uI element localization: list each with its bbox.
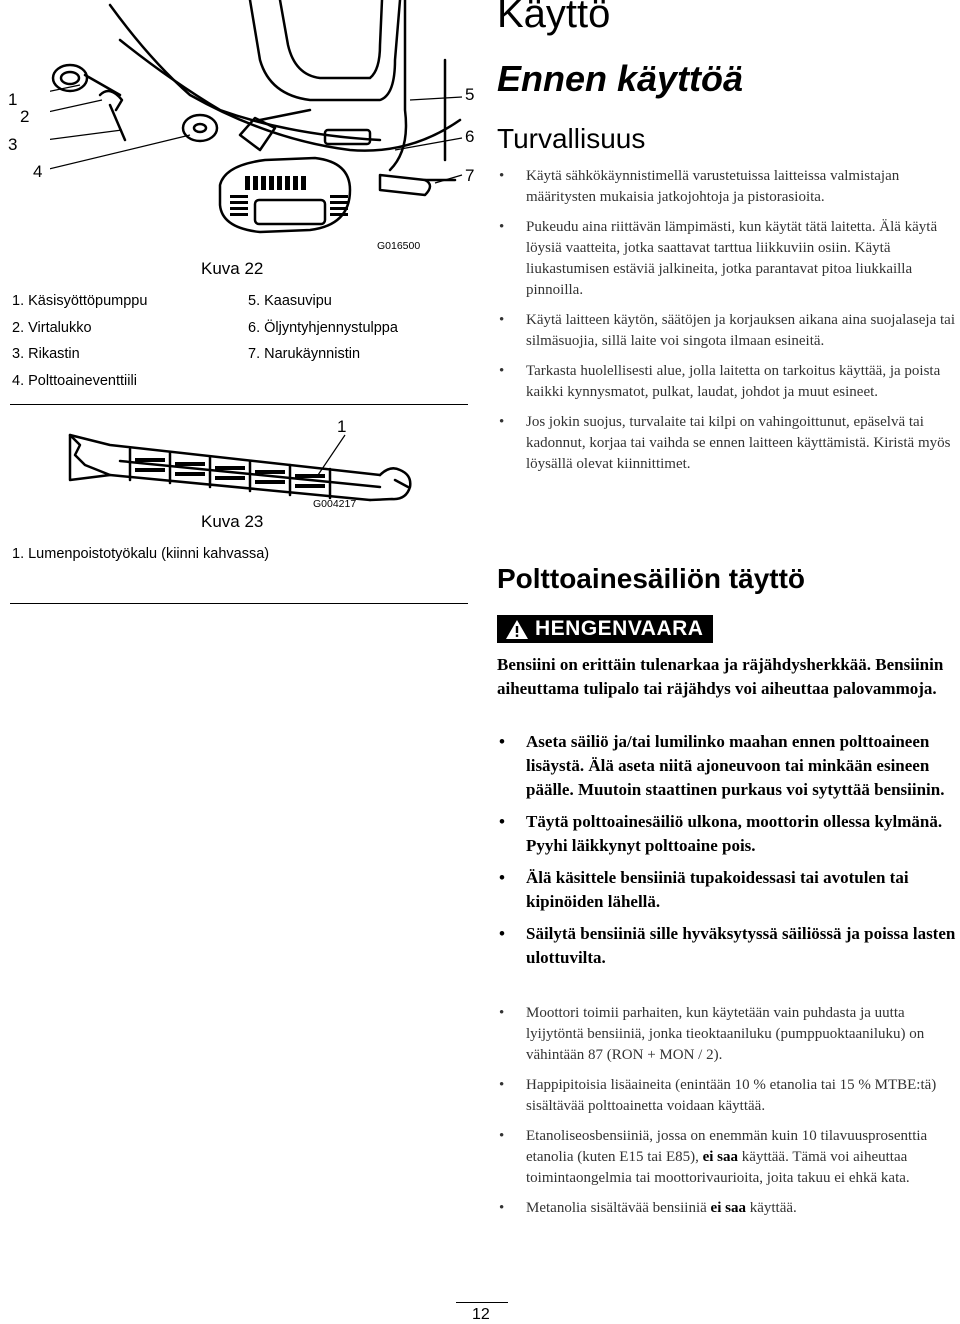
danger-list (497, 730, 960, 978)
fuel-heading: Polttoainesäiliön täyttö (497, 563, 806, 594)
list-item: • Pukeudu aina riittävän lämpimästi, kun käytät tätä laitetta. Älä käytä löysiä vaatteita, jotka saattavat tarttua liikkuviin osiin. Käytä liukastumisen estäviä jalkineita, jotka parantavat pitoa liukkailla pinnoilla. (499, 219, 938, 298)
safety-list (497, 166, 957, 484)
danger-badge (497, 615, 713, 643)
warning-icon (505, 619, 529, 640)
list-item: • Etanoliseosbensiiniä, jossa on enemmän kuin 10 tilavuusprosenttia etanolia (kuten E15 tai E85), ei saa käyttää. Tämä voi aiheuttaa toimintaongelmia tai moottorivaurioita, joita takuu ei ehkä kata. (499, 1128, 928, 1186)
callout-5: 5 (465, 85, 475, 104)
section-title: Ennen käyttöä (497, 58, 744, 99)
figure-title: Kuva 23 (201, 512, 264, 531)
legend-item: 4. Polttoaineventtiili (12, 372, 137, 389)
callout-4: 4 (33, 162, 43, 181)
list-item: • Älä käsittele bensiiniä tupakoidessasi tai avotulen tai kipinöiden lähellä. (499, 868, 909, 911)
callout-1: 1 (337, 417, 347, 436)
figure-code: G004217 (313, 498, 357, 510)
list-item: • Täytä polttoainesäiliö ulkona, moottorin ollessa kylmänä. Pyyhi läikkynyt polttoaine pois. (499, 812, 943, 855)
page-title: Käyttö (497, 0, 611, 36)
legend-item: 2. Virtalukko (12, 319, 92, 336)
legend-item: 6. Öljyntyhjennystulppa (248, 319, 398, 336)
danger-label: HENGENVAARA (535, 617, 704, 640)
page-number-rule (456, 1302, 508, 1303)
fuel-list (497, 1003, 957, 1228)
list-item: • Käytä laitteen käytön, säätöjen ja korjauksen aikana aina suojalaseja tai silmäsuojia, sillä laite voi singota ilmaan esineitä. (499, 312, 955, 349)
figure-code: G016500 (377, 240, 421, 252)
danger-intro: Bensiini on erittäin tulenarkaa ja räjähdysherkkää. Bensiinin aiheuttama tulipalo tai räjähdys voi aiheuttaa palovammoja. (497, 655, 944, 698)
callout-3: 3 (8, 135, 18, 154)
figure-22-legend-right (248, 288, 398, 368)
clean-out-tool-illustration (50, 425, 420, 515)
figure-22-legend-left (12, 288, 147, 394)
callout-1: 1 (8, 90, 18, 109)
divider (10, 603, 468, 604)
list-item: • Jos jokin suojus, turvalaite tai kilpi on vahingoittunut, epäselvä tai kadonnut, korjaa tai vaihda se ennen laitteen käyttämistä. Kiristä myös löysällä olevat kiinnittimet. (499, 414, 951, 472)
list-item: • Happipitoisia lisäaineita (enintään 10 % etanolia tai 15 % MTBE:tä) sisältävää polttoainetta voidaan käyttää. (499, 1077, 937, 1114)
divider (10, 404, 468, 405)
list-item: • Moottori toimii parhaiten, kun käytetään vain puhdasta ja uutta lyijytöntä bensiiniä, jonka tieoktaaniluku (pumppuoktaaniluku) on vähintään 87 (RON + MON / 2). (499, 1005, 925, 1063)
legend-item: 3. Rikastin (12, 346, 80, 362)
list-item: • Tarkasta huolellisesti alue, jolla laitetta on tarkoitus käyttää, ja poista kaikki kynnysmatot, pulkat, laudat, johdot ja muut esineet. (499, 363, 941, 400)
list-item: • Käytä sähkökäynnistimellä varustetuissa laitteissa valmistajan määritysten mukaisia jatkojohtoja ja pistorasioita. (499, 168, 900, 205)
list-item: • Säilytä bensiiniä sille hyväksytyssä säiliössä ja poissa lasten ulottuvilta. (499, 924, 956, 967)
callout-6: 6 (465, 127, 475, 146)
legend-item: 7. Narukäynnistin (248, 346, 361, 362)
list-item: • Aseta säiliö ja/tai lumilinko maahan ennen polttoaineen lisäystä. Älä aseta niitä ajoneuvoon tai minkään esineen päälle. Muutoin staattinen purkaus voi sytyttää bensiinin. (499, 732, 945, 799)
page-number: 12 (472, 1306, 490, 1323)
engine-controls-illustration (50, 0, 470, 250)
legend-item: 1. Lumenpoistotyökalu (kiinni kahvassa) (12, 546, 270, 562)
callout-2: 2 (20, 107, 30, 126)
figure-title: Kuva 22 (201, 259, 264, 278)
callout-7: 7 (465, 166, 475, 185)
figure-23-legend (12, 541, 269, 568)
legend-item: 5. Kaasuvipu (248, 293, 332, 309)
safety-heading: Turvallisuus (497, 123, 646, 154)
list-item: • Metanolia sisältävää bensiiniä ei saa käyttää. (499, 1200, 797, 1216)
legend-item: 1. Käsisyöttöpumppu (12, 293, 148, 309)
